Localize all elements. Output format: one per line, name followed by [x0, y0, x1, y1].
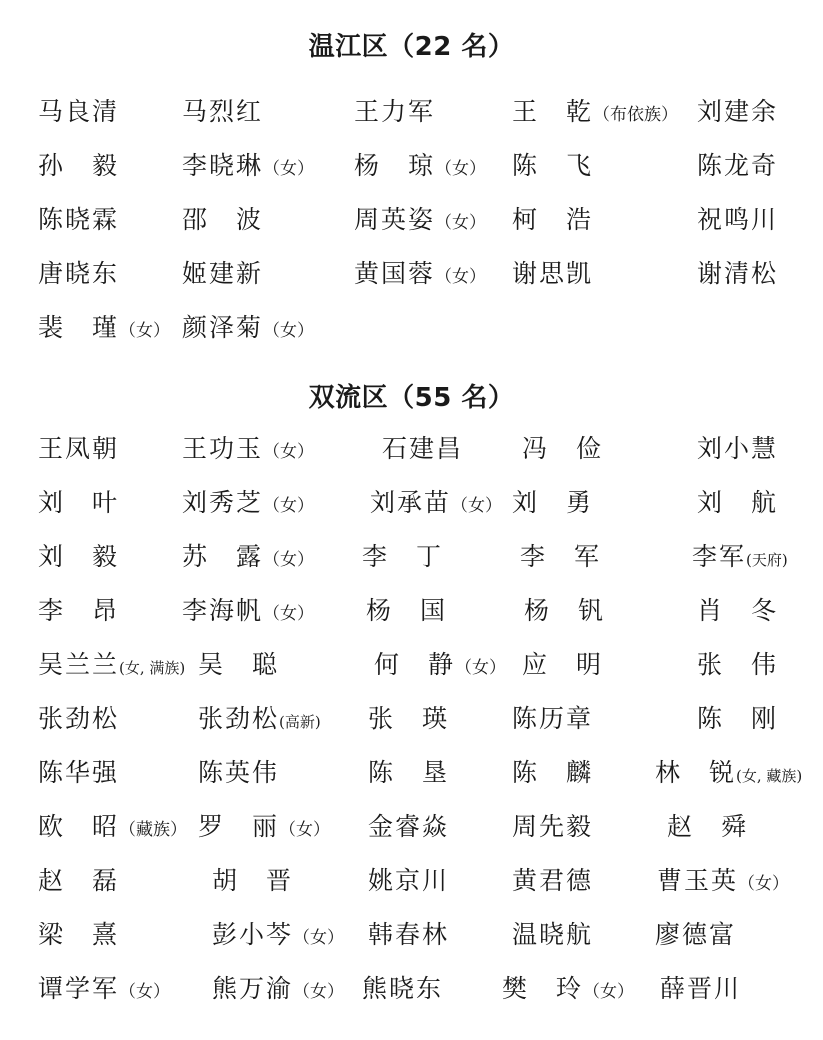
member-name: 胡 晋 [212, 866, 294, 895]
member-entry [182, 542, 314, 575]
member-note: （女） [451, 496, 503, 516]
member-entry [382, 434, 463, 464]
member-note: （布依族） [593, 105, 679, 125]
member-entry [182, 488, 314, 521]
member-note: （女） [435, 159, 487, 179]
member-entry [522, 434, 603, 464]
member-name: 祝鸣川 [697, 205, 779, 234]
member-note: （女） [435, 213, 487, 233]
member-entry [697, 704, 778, 734]
member-name: 彭小芩 [212, 920, 294, 949]
member-note: （女） [263, 496, 315, 516]
member-entry [212, 866, 293, 896]
member-name: 刘 航 [697, 488, 779, 517]
member-name: 应 明 [522, 650, 604, 679]
member-entry [520, 542, 601, 572]
member-name: 邵 波 [182, 205, 264, 234]
member-entry [38, 596, 119, 626]
member-note: （女） [263, 550, 315, 570]
member-note: （女） [119, 321, 171, 341]
member-note: （女） [263, 321, 315, 341]
member-entry [182, 259, 263, 289]
member-note: （女） [293, 928, 345, 948]
member-name: 冯 俭 [522, 434, 604, 463]
member-name: 石建昌 [382, 434, 464, 463]
member-entry [198, 812, 330, 845]
member-entry [182, 313, 314, 346]
member-entry [38, 259, 119, 289]
member-name: 陈 飞 [512, 151, 594, 180]
member-name: 陈 麟 [512, 758, 594, 787]
section-heading-shuangliu: 双流区（55 名） [308, 383, 515, 413]
member-name: 裴 瑾 [38, 313, 120, 342]
member-name: 王凤朝 [38, 434, 120, 463]
member-name: 温晓航 [512, 920, 594, 949]
member-name: 谭学军 [38, 974, 120, 1003]
member-note: (女, 满族) [119, 659, 186, 677]
member-note: （女） [738, 874, 790, 894]
member-name: 杨 钒 [524, 596, 606, 625]
member-name: 金睿焱 [368, 812, 450, 841]
member-entry [366, 596, 447, 626]
member-entry [368, 704, 449, 734]
member-name: 周英姿 [354, 205, 436, 234]
member-entry [38, 97, 119, 127]
member-entry [38, 542, 119, 572]
member-name: 樊 玲 [502, 974, 584, 1003]
member-name: 张劲松 [38, 704, 120, 733]
member-name: 李 军 [520, 542, 602, 571]
member-entry [362, 974, 443, 1004]
member-name: 熊万渝 [212, 974, 294, 1003]
member-name: 谢清松 [697, 259, 779, 288]
member-entry [38, 151, 119, 181]
member-entry [38, 704, 119, 734]
member-entry [697, 151, 778, 181]
member-name: 唐晓东 [38, 259, 120, 288]
member-name: 吴 聪 [198, 650, 280, 679]
member-entry [368, 812, 449, 842]
member-entry [212, 974, 344, 1007]
member-name: 肖 冬 [697, 596, 779, 625]
member-entry [374, 650, 506, 683]
member-entry [697, 650, 778, 680]
member-entry [657, 866, 789, 899]
member-entry [655, 758, 802, 791]
member-note: （女） [263, 442, 315, 462]
member-name: 张 伟 [697, 650, 779, 679]
member-entry [697, 434, 778, 464]
member-name: 陈英伟 [198, 758, 280, 787]
member-entry [182, 205, 263, 235]
member-entry [368, 866, 449, 896]
member-entry [655, 920, 736, 950]
member-name: 吴兰兰 [38, 650, 120, 679]
member-entry [512, 758, 593, 788]
member-entry [362, 542, 443, 572]
member-entry [354, 151, 486, 184]
member-name: 赵 舜 [667, 812, 749, 841]
member-name: 李 昂 [38, 596, 120, 625]
member-entry [38, 758, 119, 788]
member-name: 姬建新 [182, 259, 264, 288]
member-entry [198, 650, 279, 680]
member-name: 陈华强 [38, 758, 120, 787]
member-name: 欧 昭 [38, 812, 120, 841]
member-entry [502, 974, 634, 1007]
member-name: 王力军 [354, 97, 436, 126]
member-name: 黄国蓉 [354, 259, 436, 288]
member-name: 孙 毅 [38, 151, 120, 180]
member-name: 陈 刚 [697, 704, 779, 733]
member-name: 赵 磊 [38, 866, 120, 895]
member-name: 马良清 [38, 97, 120, 126]
member-name: 刘小慧 [697, 434, 779, 463]
member-entry [512, 704, 593, 734]
member-name: 周先毅 [512, 812, 594, 841]
member-name: 林 锐 [655, 758, 737, 787]
member-name: 陈 垦 [368, 758, 450, 787]
member-entry [522, 650, 603, 680]
member-name: 姚京川 [368, 866, 450, 895]
member-note: （女） [263, 159, 315, 179]
member-name: 梁 熹 [38, 920, 120, 949]
member-entry [512, 205, 593, 235]
member-name: 李晓琳 [182, 151, 264, 180]
member-entry [38, 434, 119, 464]
member-entry [660, 974, 741, 1004]
member-name: 廖德富 [655, 920, 737, 949]
member-name: 何 静 [374, 650, 456, 679]
member-name: 陈历章 [512, 704, 594, 733]
member-name: 李 丁 [362, 542, 444, 571]
member-entry [38, 313, 170, 346]
member-name: 马烈红 [182, 97, 264, 126]
member-name: 刘秀芝 [182, 488, 264, 517]
member-note: （女） [583, 982, 635, 1002]
member-name: 颜泽菊 [182, 313, 264, 342]
member-entry [697, 596, 778, 626]
member-name: 曹玉英 [657, 866, 739, 895]
member-entry [512, 812, 593, 842]
member-entry [38, 920, 119, 950]
member-name: 王功玉 [182, 434, 264, 463]
member-entry [697, 97, 778, 127]
member-entry [198, 704, 321, 737]
member-name: 陈晓霖 [38, 205, 120, 234]
member-entry [182, 151, 314, 184]
member-entry [697, 488, 778, 518]
member-name: 杨 琼 [354, 151, 436, 180]
member-note: （女） [293, 982, 345, 1002]
member-name: 韩春林 [368, 920, 450, 949]
member-name: 黄君德 [512, 866, 594, 895]
member-entry [38, 974, 170, 1007]
member-entry [182, 596, 314, 629]
member-entry [38, 488, 119, 518]
member-entry [512, 259, 593, 289]
member-entry [512, 97, 678, 130]
member-entry [354, 97, 435, 127]
member-entry [368, 920, 449, 950]
member-entry [354, 259, 486, 292]
member-name: 谢思凯 [512, 259, 594, 288]
member-note: （女） [435, 267, 487, 287]
member-entry [368, 758, 449, 788]
member-name: 李军 [692, 542, 747, 571]
member-note: （女） [119, 982, 171, 1002]
member-note: （女） [455, 658, 507, 678]
member-entry [512, 920, 593, 950]
member-name: 刘 勇 [512, 488, 594, 517]
member-entry [512, 151, 593, 181]
member-note: （藏族） [119, 820, 188, 840]
member-entry [692, 542, 788, 575]
member-entry [38, 650, 185, 683]
member-name: 陈龙奇 [697, 151, 779, 180]
member-name: 刘 叶 [38, 488, 120, 517]
member-entry [182, 97, 263, 127]
member-name: 杨 国 [366, 596, 448, 625]
member-name: 李海帆 [182, 596, 264, 625]
member-note: (天府) [746, 551, 788, 569]
member-entry [512, 488, 593, 518]
member-name: 苏 露 [182, 542, 264, 571]
member-entry [182, 434, 314, 467]
member-name: 罗 丽 [198, 812, 280, 841]
member-entry [667, 812, 748, 842]
member-name: 刘 毅 [38, 542, 120, 571]
member-name: 刘建余 [697, 97, 779, 126]
section-heading-wenjiang: 温江区（22 名） [308, 32, 515, 62]
member-name: 张劲松 [198, 704, 280, 733]
member-entry [38, 866, 119, 896]
member-entry [697, 205, 778, 235]
member-entry [512, 866, 593, 896]
member-entry [354, 205, 486, 238]
member-name: 薛晋川 [660, 974, 742, 1003]
member-note: (高新) [279, 713, 321, 731]
member-name: 刘承苗 [370, 488, 452, 517]
member-entry [697, 259, 778, 289]
member-name: 熊晓东 [362, 974, 444, 1003]
member-entry [212, 920, 344, 953]
member-name: 王 乾 [512, 97, 594, 126]
member-entry [198, 758, 279, 788]
member-note: （女） [263, 604, 315, 624]
member-note: （女） [279, 820, 331, 840]
member-entry [38, 812, 187, 845]
member-entry [38, 205, 119, 235]
member-name: 张 瑛 [368, 704, 450, 733]
member-entry [524, 596, 605, 626]
member-entry [370, 488, 502, 521]
member-note: (女, 藏族) [736, 767, 803, 785]
member-name: 柯 浩 [512, 205, 594, 234]
